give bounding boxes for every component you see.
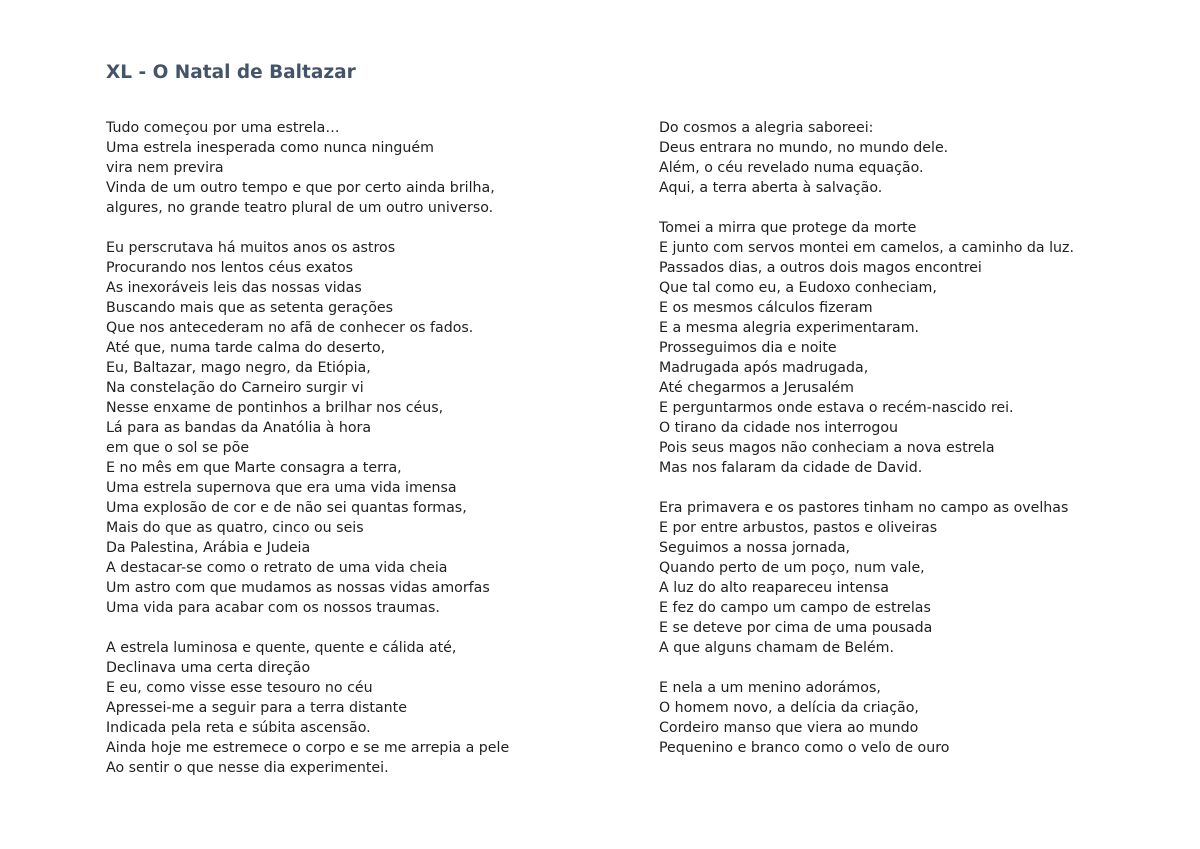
- verse-line: E por entre arbustos, pastos e oliveiras: [659, 520, 938, 536]
- verse-line: A destacar-se como o retrato de uma vida cheia: [106, 560, 448, 576]
- verse-line: Uma estrela supernova que era uma vida imensa: [106, 480, 457, 496]
- verse-line: E perguntarmos onde estava o recém-nascido rei.: [659, 400, 1014, 416]
- verse-line: E fez do campo um campo de estrelas: [659, 600, 931, 616]
- verse-line: vira nem previra: [106, 160, 224, 176]
- verse-line: Madrugada após madrugada,: [659, 360, 869, 376]
- stanza: [106, 638, 576, 778]
- verse-line: Eu perscrutava há muitos anos os astros: [106, 240, 396, 256]
- verse-line: Ao sentir o que nesse dia experimentei.: [106, 760, 389, 776]
- verse-line: Mais do que as quatro, cinco ou seis: [106, 520, 364, 536]
- verse-line: Eu, Baltazar, mago negro, da Etiópia,: [106, 360, 371, 376]
- verse-line: O tirano da cidade nos interrogou: [659, 420, 899, 436]
- verse-line: Que tal como eu, a Eudoxo conheciam,: [659, 280, 937, 296]
- verse-line: Procurando nos lentos céus exatos: [106, 260, 354, 276]
- verse-line: Até chegarmos a Jerusalém: [659, 380, 854, 396]
- verse-line: em que o sol se põe: [106, 440, 250, 456]
- verse-line: Uma explosão de cor e de não sei quantas formas,: [106, 500, 467, 516]
- verse-line: E junto com servos montei em camelos, a caminho da luz.: [659, 240, 1074, 256]
- verse-line: Era primavera e os pastores tinham no campo as ovelhas: [659, 500, 1069, 516]
- verse-line: O homem novo, a delícia da criação,: [659, 700, 919, 716]
- verse-line: Apressei-me a seguir para a terra distante: [106, 700, 407, 716]
- verse-line: Além, o céu revelado numa equação.: [659, 160, 924, 176]
- verse-line: Até que, numa tarde calma do deserto,: [106, 340, 386, 356]
- verse-line: algures, no grande teatro plural de um outro universo.: [106, 200, 494, 216]
- verse-line: Vinda de um outro tempo e que por certo ainda brilha,: [106, 180, 495, 196]
- verse-line: E eu, como visse esse tesouro no céu: [106, 680, 373, 696]
- verse-line: E no mês em que Marte consagra a terra,: [106, 460, 402, 476]
- verse-line: Uma vida para acabar com os nossos traumas.: [106, 600, 440, 616]
- verse-line: A estrela luminosa e quente, quente e cálida até,: [106, 640, 457, 656]
- verse-line: Cordeiro manso que viera ao mundo: [659, 720, 919, 736]
- verse-line: E nela a um menino adorámos,: [659, 680, 881, 696]
- verse-line: E a mesma alegria experimentaram.: [659, 320, 920, 336]
- left-column: [106, 118, 576, 798]
- verse-line: Buscando mais que as setenta gerações: [106, 300, 394, 316]
- verse-line: Deus entrara no mundo, no mundo dele.: [659, 140, 949, 156]
- poem-title: XL - O Natal de Baltazar: [106, 62, 356, 83]
- verse-line: A luz do alto reapareceu intensa: [659, 580, 889, 596]
- stanza: [106, 118, 576, 218]
- verse-line: Pois seus magos não conheciam a nova estrela: [659, 440, 995, 456]
- verse-line: Pequenino e branco como o velo de ouro: [659, 740, 950, 756]
- verse-line: Nesse enxame de pontinhos a brilhar nos céus,: [106, 400, 444, 416]
- verse-line: Tomei a mirra que protege da morte: [659, 220, 917, 236]
- verse-line: Uma estrela inesperada como nunca ninguém: [106, 140, 434, 156]
- verse-line: Tudo começou por uma estrela…: [106, 120, 340, 136]
- verse-line: Lá para as bandas da Anatólia à hora: [106, 420, 372, 436]
- verse-line: As inexoráveis leis das nossas vidas: [106, 280, 362, 296]
- verse-line: Seguimos a nossa jornada,: [659, 540, 851, 556]
- verse-line: Do cosmos a alegria saboreei:: [659, 120, 874, 136]
- verse-line: Passados dias, a outros dois magos encontrei: [659, 260, 982, 276]
- verse-line: Na constelação do Carneiro surgir vi: [106, 380, 364, 396]
- stanza: [659, 118, 1129, 198]
- verse-line: Um astro com que mudamos as nossas vidas amorfas: [106, 580, 490, 596]
- verse-line: E se deteve por cima de uma pousada: [659, 620, 933, 636]
- verse-line: Mas nos falaram da cidade de David.: [659, 460, 923, 476]
- verse-line: Indicada pela reta e súbita ascensão.: [106, 720, 371, 736]
- verse-line: Da Palestina, Arábia e Judeia: [106, 540, 311, 556]
- verse-line: Aqui, a terra aberta à salvação.: [659, 180, 883, 196]
- verse-line: Quando perto de um poço, num vale,: [659, 560, 925, 576]
- stanza: [659, 498, 1129, 658]
- stanza: [659, 678, 1129, 758]
- verse-line: E os mesmos cálculos fizeram: [659, 300, 873, 316]
- right-column: [659, 118, 1129, 778]
- stanza: [106, 238, 576, 618]
- verse-line: Prosseguimos dia e noite: [659, 340, 837, 356]
- verse-line: Declinava uma certa direção: [106, 660, 311, 676]
- verse-line: A que alguns chamam de Belém.: [659, 640, 895, 656]
- verse-line: Ainda hoje me estremece o corpo e se me arrepia a pele: [106, 740, 510, 756]
- stanza: [659, 218, 1129, 478]
- verse-line: Que nos antecederam no afã de conhecer os fados.: [106, 320, 474, 336]
